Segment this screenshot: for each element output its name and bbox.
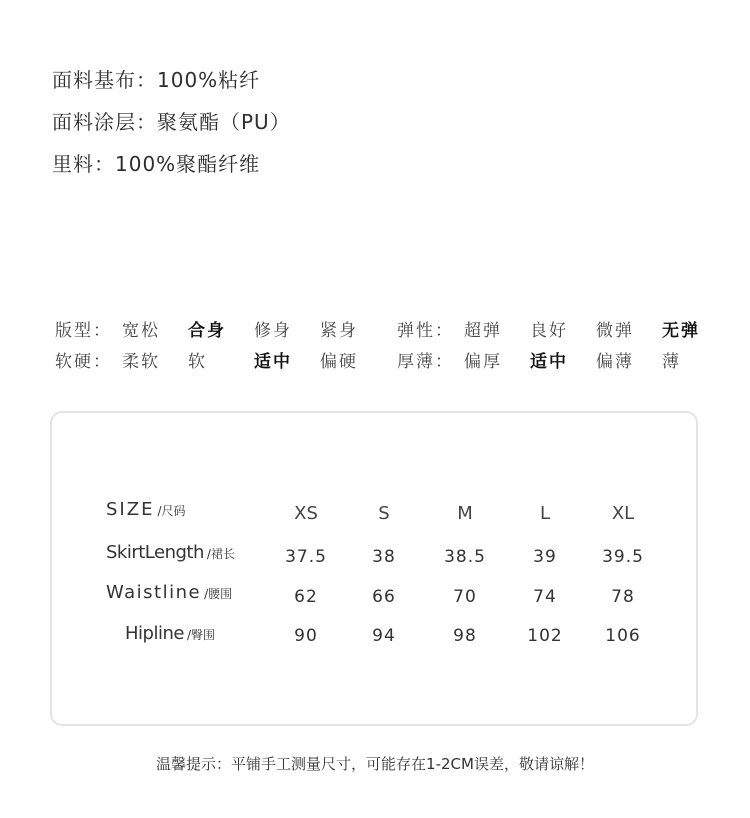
waistline-s: 66 <box>372 587 396 607</box>
skirt-length-label: SkirtLength /裙长 <box>106 542 235 563</box>
fit-option-tight: 紧身 <box>320 321 358 341</box>
thickness-option-thin: 薄 <box>662 352 681 372</box>
fit-option-slim: 修身 <box>254 321 292 341</box>
hipline-l: 102 <box>527 626 563 646</box>
hipline-label: Hipline /臀围 <box>125 623 215 644</box>
thickness-label: 厚薄： <box>397 352 454 372</box>
hipline-m: 98 <box>453 626 477 646</box>
softness-label: 软硬： <box>55 352 112 372</box>
hipline-xs: 90 <box>294 626 318 646</box>
skirt-length-s: 38 <box>372 547 396 567</box>
size-m-header: M <box>457 503 473 524</box>
elasticity-option-good: 良好 <box>530 321 568 341</box>
elasticity-option-super: 超弹 <box>464 321 502 341</box>
skirt-length-xs: 37.5 <box>285 547 327 567</box>
attr-row-2 <box>55 347 735 378</box>
elasticity-option-slight: 微弹 <box>596 321 634 341</box>
elasticity-option-none-selected: 无弹 <box>662 321 700 341</box>
skirt-length-xl: 39.5 <box>602 547 644 567</box>
thickness-option-thick: 偏厚 <box>464 352 502 372</box>
hipline-s: 94 <box>372 626 396 646</box>
material-base-fabric: 面料基布：100%粘纤 <box>52 68 261 92</box>
size-xl-header: XL <box>611 503 635 524</box>
fit-option-regular-selected: 合身 <box>188 321 226 341</box>
attr-row-1 <box>55 316 735 347</box>
skirt-length-l: 39 <box>533 547 557 567</box>
waistline-label: Waistline /腰围 <box>106 582 233 603</box>
size-table <box>52 413 696 724</box>
thickness-option-medium-selected: 适中 <box>530 352 568 372</box>
fabric-attributes <box>55 316 735 378</box>
fit-label: 版型： <box>55 321 112 341</box>
material-coating: 面料涂层：聚氨酯（PU） <box>52 110 291 134</box>
size-s-header: S <box>378 503 390 524</box>
softness-option-medium-selected: 适中 <box>254 352 292 372</box>
hipline-xl: 106 <box>605 626 641 646</box>
size-l-header: L <box>539 503 551 524</box>
thickness-option-thinnish: 偏薄 <box>596 352 634 372</box>
waistline-l: 74 <box>533 587 557 607</box>
fit-option-loose: 宽松 <box>122 321 160 341</box>
softness-option-soft: 柔软 <box>122 352 160 372</box>
skirt-length-m: 38.5 <box>444 547 486 567</box>
size-xs-header: XS <box>294 503 318 524</box>
size-header-label: SIZE /尺码 <box>106 499 186 520</box>
softness-option-mildsoft: 软 <box>188 352 207 372</box>
softness-option-firm: 偏硬 <box>320 352 358 372</box>
material-lining: 里料：100%聚酯纤维 <box>52 152 261 176</box>
measurement-tip: 温馨提示：平铺手工测量尺寸，可能存在1-2CM误差，敬请谅解！ <box>156 755 594 773</box>
waistline-xl: 78 <box>611 587 635 607</box>
elasticity-label: 弹性： <box>397 321 454 341</box>
material-info <box>52 62 291 188</box>
waistline-xs: 62 <box>294 587 318 607</box>
waistline-m: 70 <box>453 587 477 607</box>
size-chart <box>50 411 698 726</box>
